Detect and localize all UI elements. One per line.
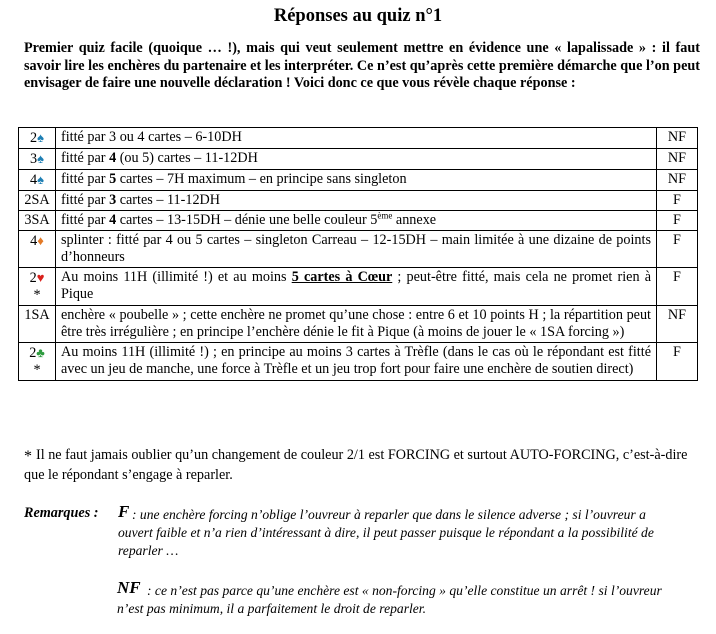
club-icon: ♣ — [36, 345, 45, 360]
table-row — [19, 191, 698, 211]
description-cell: fitté par 4 cartes – 13-15DH – dénie une belle couleur 5ème annexe — [56, 211, 657, 231]
bid-cell: 1SA — [19, 306, 56, 343]
description-cell: fitté par 4 (ou 5) cartes – 11-12DH — [56, 149, 657, 170]
forcing-code: F — [657, 191, 698, 211]
bid-cell: 3SA — [19, 211, 56, 231]
bid-cell: 2♣ * — [19, 343, 56, 381]
intro-paragraph: Premier quiz facile (quoique … !), mais qui veut seulement mettre en évidence une « lapalissade » : il faut savoir lire les enchères du partenaire et les interpréter. Ce n’est qu’après cette première démarche que l’on peut envisager de faire une nouvelle déclaration ! Voici donc ce que vous révèle chaque réponse : — [24, 40, 700, 91]
table-row — [19, 128, 698, 149]
footnote-text: Il ne faut jamais oublier qu’un changement de couleur 2/1 est FORCING et surtout AUTO-FORCING, c’est-à-dire que le répondant s’engage à reparler. — [24, 447, 688, 483]
table-row — [19, 268, 698, 306]
description-cell: fitté par 5 cartes – 7H maximum – en principe sans singleton — [56, 170, 657, 191]
remark-f-key: F — [118, 502, 130, 521]
table-row — [19, 149, 698, 170]
page-title: Réponses au quiz n°1 — [273, 6, 443, 26]
table-row — [19, 170, 698, 191]
description-cell: fitté par 3 cartes – 11-12DH — [56, 191, 657, 211]
forcing-code: F — [657, 343, 698, 381]
forcing-star: * — [33, 287, 41, 303]
forcing-code: F — [657, 211, 698, 231]
forcing-code: NF — [657, 306, 698, 343]
table-row — [19, 306, 698, 343]
forcing-code: F — [657, 231, 698, 268]
forcing-code: NF — [657, 149, 698, 170]
remark-nf-text: : ce n’est pas parce qu’une enchère est « non-forcing » qu’elle constitue un arrêt ! si l’ouvreur n’est pas minimum, il a parfaitement le droit de reparler. — [117, 583, 662, 616]
bid-cell: 3♠ — [19, 149, 56, 170]
bid-cell: 2SA — [19, 191, 56, 211]
footnote-star: * — [24, 448, 32, 465]
remark-f-text: : une enchère forcing n’oblige l’ouvreur à reparler que dans le silence adverse ; si l’ouvreur a ouvert faible et n’a rien d’intéressant à dire, il peut passer puisque le répondant a la possibilité de reparler … — [118, 507, 654, 558]
remarks-label: Remarques : — [24, 505, 99, 521]
description-cell: splinter : fitté par 4 ou 5 cartes – singleton Carreau – 12-15DH – main limitée à une dizaine de points d’honneurs — [56, 231, 657, 268]
forcing-code: F — [657, 268, 698, 306]
description-cell: enchère « poubelle » ; cette enchère ne promet qu’une chose : entre 6 et 10 points H ; la répartition peut être très irrégulière ; en principe l’enchère dénie le fit à Pique (à moins de jouer le « 1SA forcing ») — [56, 306, 657, 343]
description-cell: Au moins 11H (illimité !) et au moins 5 cartes à Cœur ; peut-être fitté, mais cela ne promet rien à Pique — [56, 268, 657, 306]
remark-nf-key: NF — [117, 578, 141, 597]
footnote — [24, 446, 700, 484]
forcing-star: * — [33, 362, 41, 378]
description-cell: Au moins 11H (illimité !) ; en principe au moins 3 cartes à Trèfle (dans le cas où le répondant est fitté avec un jeu de manche, une force à Trèfle et un jeu trop fort pour faire une enchère de soutien direct) — [56, 343, 657, 381]
bid-cell: 4♦ — [19, 231, 56, 268]
diamond-icon: ♦ — [37, 233, 44, 248]
description-cell: fitté par 3 ou 4 cartes – 6-10DH — [56, 128, 657, 149]
heart-icon: ♥ — [36, 270, 45, 285]
spade-icon: ♠ — [37, 130, 44, 145]
bid-cell: 4♠ — [19, 170, 56, 191]
table-row — [19, 343, 698, 381]
spade-icon: ♠ — [37, 172, 44, 187]
bid-cell: 2♠ — [19, 128, 56, 149]
bid-cell: 2♥ * — [19, 268, 56, 306]
table-row — [19, 211, 698, 231]
forcing-code: NF — [657, 170, 698, 191]
table-row — [19, 231, 698, 268]
answers-table — [18, 127, 698, 381]
forcing-code: NF — [657, 128, 698, 149]
spade-icon: ♠ — [37, 151, 44, 166]
